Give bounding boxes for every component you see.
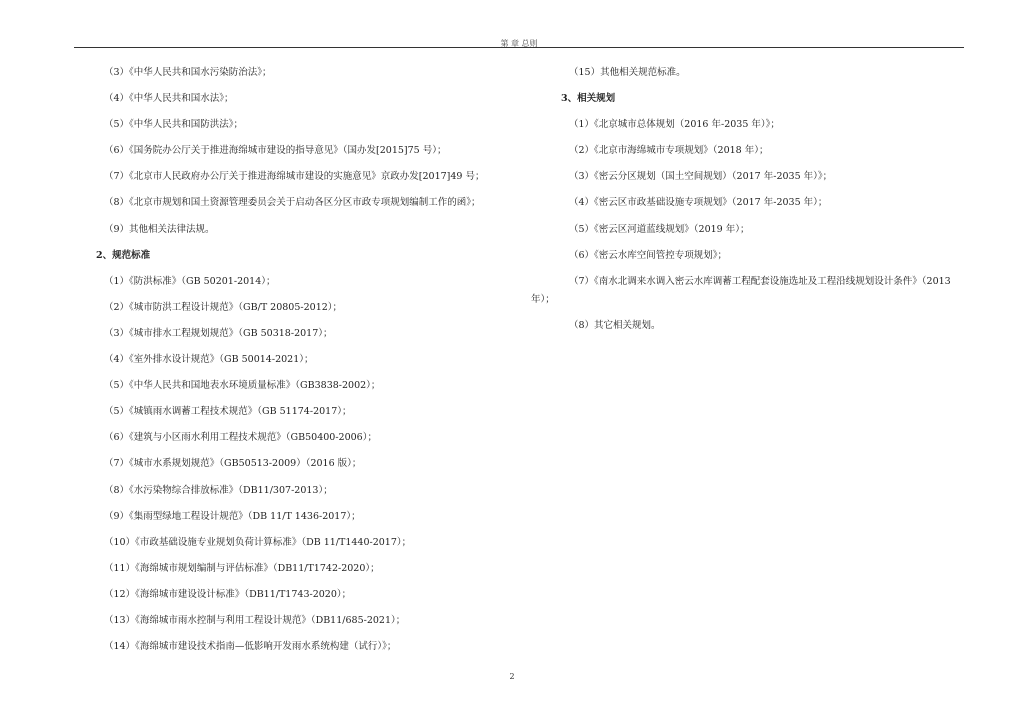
list-item: 年）； — [531, 293, 555, 305]
list-item: （4）《室外排水设计规范》（GB 50014-2021）； — [104, 354, 314, 366]
list-item: （2）《城市防洪工程设计规范》（GB/T 20805-2012）； — [104, 301, 343, 313]
list-item: （8）《水污染物综合排放标准》（DB11/307-2013）； — [104, 484, 333, 496]
header-divider — [74, 47, 964, 48]
list-item: （4）《中华人民共和国水法》； — [104, 93, 234, 105]
section-heading: 3、相关规划 — [561, 93, 616, 105]
list-item: （9）《集雨型绿地工程设计规范》（DB 11/T 1436-2017）； — [104, 510, 361, 522]
list-item: （4）《密云区市政基础设施专项规划》（2017 年-2035 年）； — [569, 197, 828, 209]
page-number: 2 — [509, 672, 515, 681]
list-item: （7）《南水北调来水调入密云水库调蓄工程配套设施选址及工程沿线规划设计条件》（2013 — [569, 275, 951, 287]
list-item: （8）《北京市规划和国土资源管理委员会关于启动各区分区市政专项规划编制工作的函》； — [104, 197, 481, 209]
list-item: （15）其他相关规范标准。 — [569, 67, 686, 78]
list-item: （7）《城市水系规划规范》（GB50513-2009）（2016 版）； — [104, 458, 362, 470]
left-column — [96, 64, 536, 664]
list-item: （13）《海绵城市雨水控制与利用工程设计规范》（DB11/685-2021）； — [104, 614, 406, 626]
section-heading: 2、规范标准 — [96, 249, 151, 261]
list-item: （3）《密云分区规划（国土空间规划）（2017 年-2035 年）》； — [569, 171, 833, 183]
page-header: 第 章 总则 — [500, 39, 538, 48]
right-column — [531, 64, 976, 343]
list-item: （6）《建筑与小区雨水利用工程技术规范》（GB50400-2006）； — [104, 432, 377, 444]
list-item: （6）《国务院办公厅关于推进海绵城市建设的指导意见》（国办发[2015]75 号）； — [104, 145, 447, 157]
list-item: （9）其他相关法律法规。 — [104, 223, 215, 235]
list-item: （1）《北京城市总体规划（2016 年-2035 年）》； — [569, 119, 780, 131]
list-item: （3）《城市排水工程规划规范》（GB 50318-2017）； — [104, 327, 333, 339]
list-item: （11）《海绵城市规划编制与评估标准》（DB11/T1742-2020）； — [104, 562, 380, 574]
list-item: （2）《北京市海绵城市专项规划》（2018 年）； — [569, 145, 769, 157]
list-item: （5）《中华人民共和国地表水环境质量标准》（GB3838-2002）； — [104, 380, 381, 392]
list-item: （10）《市政基础设施专业规划负荷计算标准》（DB 11/T1440-2017）； — [104, 536, 412, 548]
list-item: （5）《密云区河道蓝线规划》（2019 年）； — [569, 223, 750, 235]
list-item: （3）《中华人民共和国水污染防治法》； — [104, 67, 272, 78]
list-item: （14）《海绵城市建设技术指南—低影响开发雨水系统构建（试行）》； — [104, 641, 397, 653]
list-item: （5）《中华人民共和国防洪法》； — [104, 119, 244, 131]
list-item: （12）《海绵城市建设设计标准》（DB11/T1743-2020）； — [104, 588, 352, 600]
list-item: （7）《北京市人民政府办公厅关于推进海绵城市建设的实施意见》京政办发[2017]49 号； — [104, 171, 485, 183]
list-item: （1）《防洪标准》（GB 50201-2014）； — [104, 275, 276, 287]
list-item: （8）其它相关规划。 — [569, 319, 661, 331]
list-item: （5）《城镇雨水调蓄工程技术规范》（GB 51174-2017）； — [104, 406, 352, 418]
list-item: （6）《密云水库空间管控专项规划》； — [569, 249, 728, 261]
